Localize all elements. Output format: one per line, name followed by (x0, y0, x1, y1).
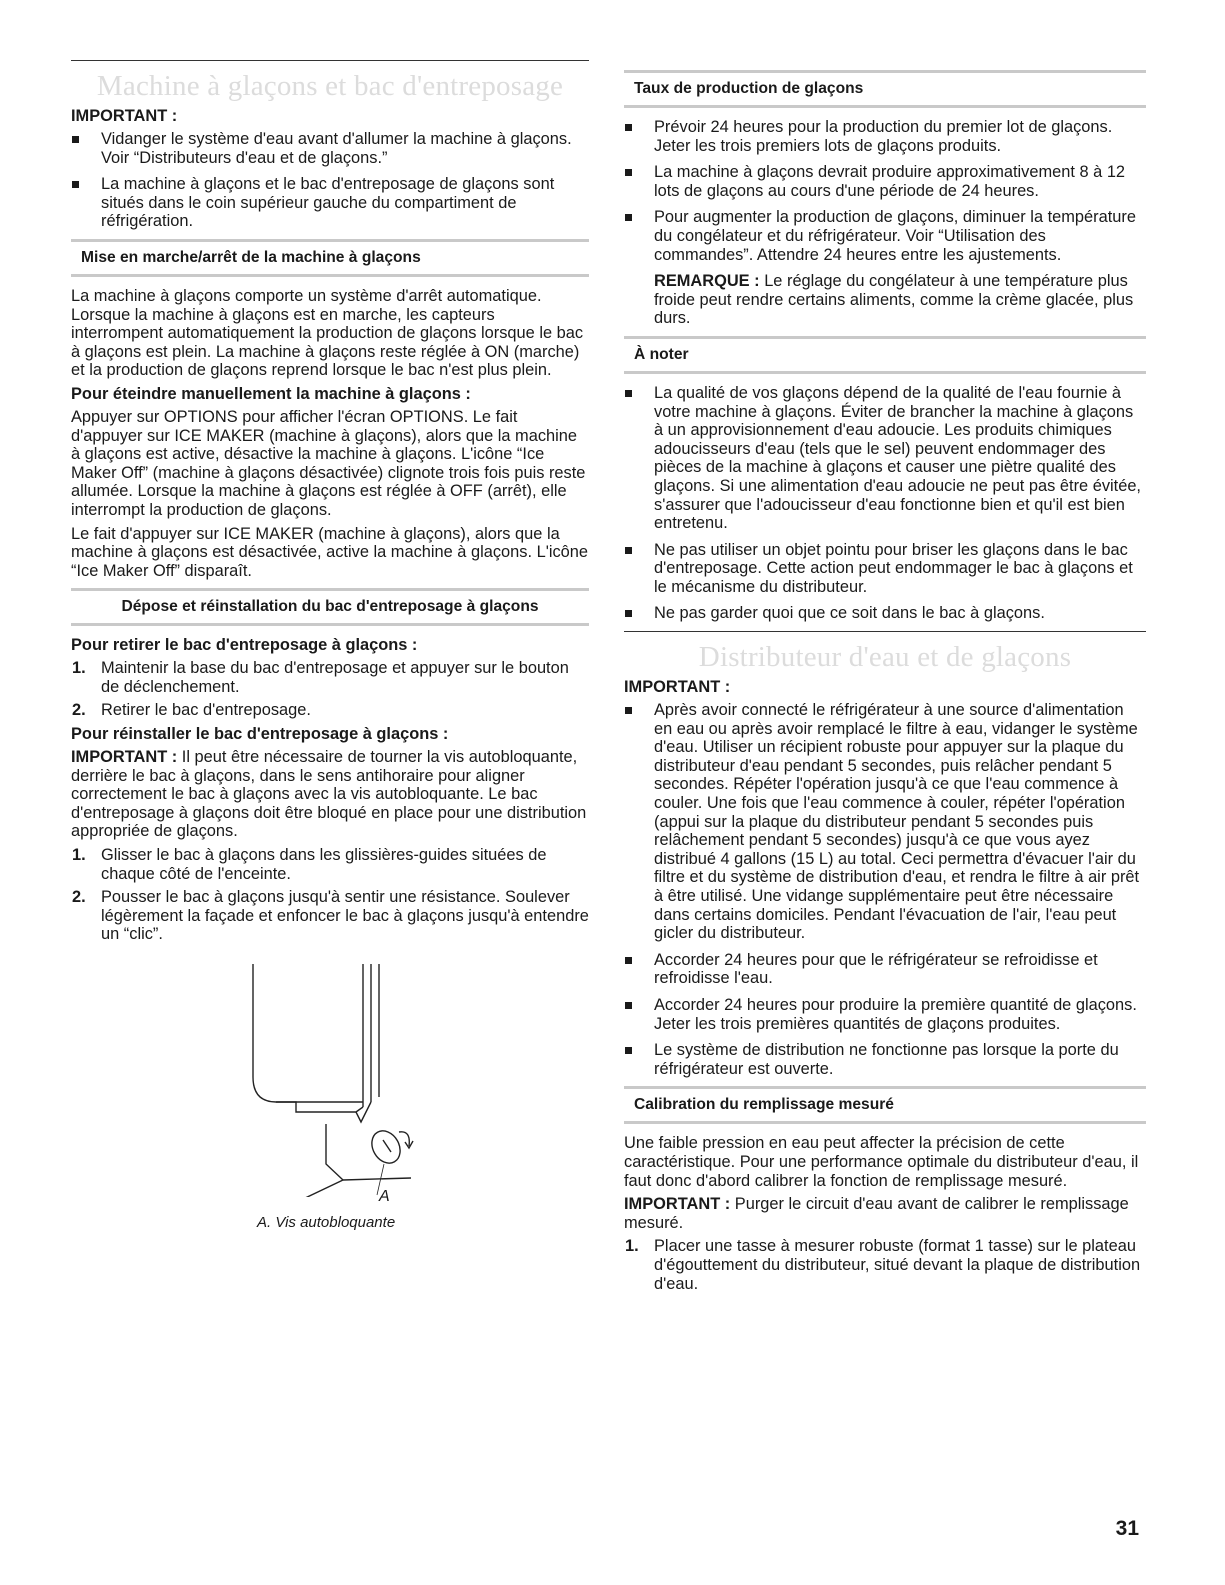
ice-bin-figure (71, 952, 589, 1242)
figure-caption: A. Vis autobloquante (257, 1214, 396, 1231)
paragraph: Appuyer sur OPTIONS pour afficher l'écran OPTIONS. Le fait d'appuyer sur ICE MAKER (machine à glaçons), alors que la machine à glaçons est active, désactive la machine à glaçons. L'icône “Ice Maker Off” (machine à glaçons désactivée) clignote trois fois puis reste allumée. Lorsque la machine à glaçons est réglée à OFF (arrêt), elle interrompt la production de glaçons. (71, 407, 586, 519)
list-item: Le système de distribution ne fonctionne pas lorsque la porte du réfrigérateur est ouverte. (624, 1041, 1146, 1078)
section-title-ice-maker: Machine à glaçons et bac d'entreposage (96, 70, 564, 102)
remove-steps (71, 659, 589, 720)
paragraph: IMPORTANT : Purger le circuit d'eau avant de calibrer le remplissage mesuré. (624, 1195, 1129, 1232)
section-top-rule (624, 631, 1146, 632)
list-item: Vidanger le système d'eau avant d'allumer la machine à glaçons. Voir “Distributeurs d'eau et de glaçons.” (71, 130, 589, 167)
right-column (624, 60, 1146, 1298)
figure-callout-a: A (379, 1188, 390, 1205)
ice-bin-illustration (221, 952, 491, 1197)
list-item: Accorder 24 heures pour que le réfrigérateur se refroidisse et refroidisse l'eau. (624, 951, 1146, 988)
subheading-depose: Dépose et réinstallation du bac d'entreposage à glaçons (71, 588, 589, 626)
list-item: Pour augmenter la production de glaçons, diminuer la température du congélateur et du réfrigérateur. Voir “Utilisation des commandes”. Attendre 24 heures entre les ajustements. (624, 208, 1146, 264)
subheading-production: Taux de production de glaçons (624, 70, 1146, 108)
list-item: Après avoir connecté le réfrigérateur à une source d'alimentation en eau ou après avoir remplacé le filtre à eau, vidanger le système d'eau. Utiliser un récipient robuste pour appuyer sur la plaque du distributeur d'eau pendant 5 secondes, puis relâcher pendant 5 secondes. Répéter l'opération jusqu'à ce que l'eau commence à couler. Une fois que l'eau commence à couler, répéter l'opération (appui sur la plaque du distributeur pendant 5 secondes puis relâchement pendant 5 secondes) jusqu'à ce que vous ayez distribué 4 gallons (15 L) au total. Ceci permettra d'évacuer l'air du filtre et du système de distribution d'eau, et rendra le filtre à air prêt à être utilisé. Une vidange supplémentaire peut être nécessaire dans certains domiciles. Pendant l'évacuation de l'air, l'eau peut gicler du distributeur. (624, 701, 1146, 943)
subheading-on-off: Mise en marche/arrêt de la machine à glaçons (71, 239, 589, 277)
list-item: 2. Pousser le bac à glaçons jusqu'à sentir une résistance. Soulever légèrement la façade et enfoncer le bac à glaçons jusqu'à entendre un “clic”. (72, 888, 589, 944)
list-item: 1. Maintenir la base du bac d'entreposage et appuyer sur le bouton de déclenchement. (72, 659, 569, 696)
subheading-a-noter: À noter (624, 336, 1146, 374)
remove-label: Pour retirer le bac d'entreposage à glaçons : (71, 636, 418, 655)
list-item: 1. Placer une tasse à mesurer robuste (format 1 tasse) sur le plateau d'égouttement du distributeur, situé devant la plaque de distribution d'eau. (625, 1237, 1141, 1293)
list-item: Prévoir 24 heures pour la production du premier lot de glaçons. Jeter les trois premiers lots de glaçons produits. (624, 118, 1146, 155)
subheading-calibration: Calibration du remplissage mesuré (624, 1086, 1146, 1124)
list-item: 2. Retirer le bac d'entreposage. (72, 701, 311, 720)
reinstall-steps (71, 846, 589, 944)
list-item: Ne pas utiliser un objet pointu pour briser les glaçons dans le bac d'entreposage. Cette action peut endommager le bac à glaçons et le mécanisme du distributeur. (624, 541, 1146, 597)
list-item: La machine à glaçons devrait produire approximativement 8 à 12 lots de glaçons au cours d'une période de 24 heures. (624, 163, 1146, 200)
paragraph: Le fait d'appuyer sur ICE MAKER (machine à glaçons), alors que la machine à glaçons est désactivée, active la machine à glaçons. L'icône “Ice Maker Off” disparaît. (71, 524, 589, 580)
section-title-dispenser: Distributeur d'eau et de glaçons (698, 641, 1072, 674)
reinstall-label: Pour réinstaller le bac d'entreposage à glaçons : (71, 725, 449, 744)
noter-bullet-list (624, 384, 1146, 623)
production-note: REMARQUE : Le réglage du congélateur à une température plus froide peut rendre certains aliments, comme la crème glacée, plus durs. (654, 272, 1134, 328)
paragraph: IMPORTANT : Il peut être nécessaire de tourner la vis autobloquante, derrière le bac à glaçons, dans le sens antihoraire pour aligner correctement le bac à glaçons avec la vis autobloquante. Le bac d'entreposage à glaçons doit être bloqué en place pour une distribution appropriée de glaçons. (71, 748, 587, 841)
list-item: La machine à glaçons et le bac d'entreposage de glaçons sont situés dans le coin supérieur gauche du compartiment de réfrigération. (71, 175, 589, 231)
important-bullet-list (71, 130, 589, 231)
paragraph: La machine à glaçons comporte un système d'arrêt automatique. Lorsque la machine à glaçons est en marche, les capteurs interrompent automatiquement la production de glaçons lorsque le bac à glaçons est plein. La machine à glaçons reste réglée à ON (marche) et la production de glaçons reprend lorsque le bac n'est plus plein. (71, 286, 584, 380)
section-top-rule (71, 60, 589, 61)
list-item: La qualité de vos glaçons dépend de la qualité de l'eau fournie à votre machine à glaçons. Éviter de brancher la machine à glaçons à un approvisionnement d'eau adoucie. Les produits chimiques adoucisseurs d'eau (tels que le sel) peuvent endommager des pièces de la machine à glaçons et causer une piètre qualité des glaçons. Si une alimentation d'eau adoucie ne peut pas être évitée, s'assurer que l'adoucisseur d'eau fonctionne bien et qu'il est bien entretenu. (624, 384, 1146, 533)
list-item: 1. Glisser le bac à glaçons dans les glissières-guides situées de chaque côté de l'enceinte. (72, 846, 547, 883)
important-label: IMPORTANT : (624, 678, 731, 697)
paragraph: Une faible pression en eau peut affecter la précision de cette caractéristique. Pour une performance optimale du distributeur d'eau, il faut donc d'abord calibrer la fonction de remplissage mesuré. (624, 1134, 1139, 1190)
page-number: 31 (1115, 1517, 1139, 1540)
important-label: IMPORTANT : (71, 107, 178, 125)
left-column (71, 60, 589, 1242)
manual-off-label: Pour éteindre manuellement la machine à glaçons : (71, 384, 471, 403)
list-item: Ne pas garder quoi que ce soit dans le bac à glaçons. (624, 604, 1146, 623)
production-bullet-list (624, 118, 1146, 264)
list-item: Accorder 24 heures pour produire la première quantité de glaçons. Jeter les trois premières quantités de glaçons produites. (624, 996, 1146, 1033)
dispenser-bullet-list (624, 701, 1146, 1078)
calibration-steps (624, 1237, 1146, 1293)
